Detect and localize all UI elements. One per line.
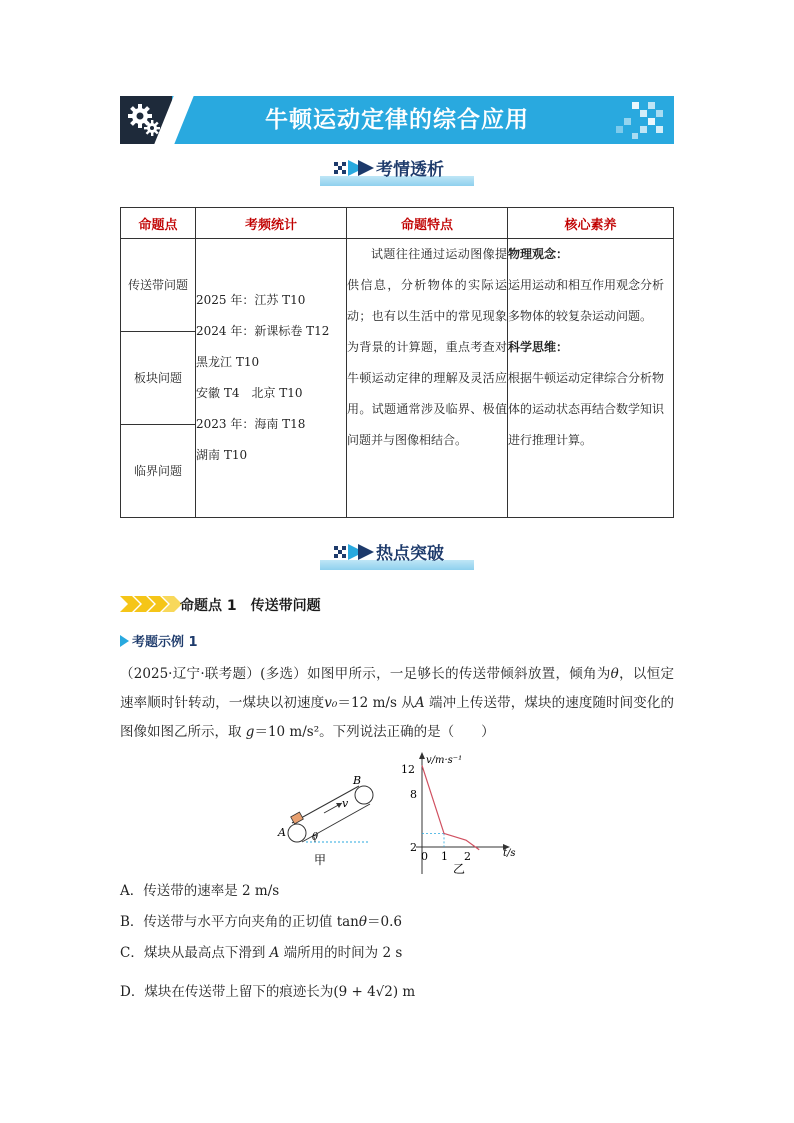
- example-text: 考题示例 1: [132, 635, 198, 650]
- question-text: （2025·辽宁·联考题）(多选）如图甲所示，一足够长的传送带倾斜放置，倾角为: [120, 666, 611, 682]
- header-core: 核心素养: [508, 208, 674, 239]
- question-stem: [120, 660, 674, 747]
- x-axis-label: t/s: [503, 848, 516, 859]
- topic-heading: [120, 593, 370, 615]
- y-axis-label: v/m·s⁻¹: [426, 755, 463, 766]
- option-a: A．传送带的速率是 2 m/s: [120, 883, 280, 899]
- conveyor-figure: [277, 774, 373, 867]
- triangle-icon: [120, 635, 129, 647]
- core-cell: [508, 239, 674, 518]
- label-a: A: [278, 826, 286, 839]
- freq-line: 湖南 T10: [196, 448, 248, 462]
- topic-label: 命题点 1 传送带问题: [180, 598, 321, 614]
- pulley-b: [355, 786, 373, 804]
- caption-yi: 乙: [453, 862, 466, 876]
- label-theta: θ: [312, 832, 319, 843]
- section-header-exam-analysis: [320, 154, 474, 188]
- question-text: ＝12 m/s 从: [337, 695, 415, 711]
- option-b: B．传送带与水平方向夹角的正切值 tanθ＝0.6: [120, 914, 403, 930]
- section-label: 考情透析: [376, 160, 444, 180]
- freq-line: 2025 年：江苏 T10: [196, 293, 306, 307]
- y-tick-label: 2: [410, 841, 417, 854]
- figure-container: [270, 752, 540, 877]
- freq-line: 2024 年：新课标卷 T12: [196, 324, 330, 338]
- question-symbol: g: [245, 724, 255, 740]
- header-frequency: 考频统计: [196, 208, 347, 239]
- features-text: 试题往往通过运动图像提供信息，分析物体的实际运动；也有以生活中的常见现象为背景的计算题，重点考查对牛顿运动定律的理解及灵活应用。试题通常涉及临界、极值问题并与图像相结合。: [347, 247, 507, 447]
- velocity-series-line: [422, 765, 479, 849]
- core-title-1: 物理观念：: [508, 247, 569, 261]
- topic-conveyor: 传送带问题: [121, 239, 196, 332]
- section-label: 热点突破: [376, 544, 444, 564]
- x-tick-label: 2: [464, 850, 471, 863]
- header-topic: 命题点: [121, 208, 196, 239]
- pulley-a: [288, 824, 306, 842]
- flag-arrow-icon: [334, 156, 380, 180]
- exam-analysis-table: [120, 207, 674, 518]
- y-tick-label: 8: [410, 788, 417, 801]
- gear-icon: [120, 96, 172, 144]
- vt-graph: [401, 752, 516, 876]
- core-text-2: 根据牛顿运动定律综合分析物体的运动状态再结合数学知识进行推理计算。: [508, 371, 665, 447]
- flag-arrow-icon: [334, 540, 380, 564]
- title-banner: [120, 96, 674, 144]
- example-label: [120, 631, 198, 651]
- option-d: D．煤块在传送带上留下的痕迹长为(9 + 4√2) m: [120, 984, 416, 1000]
- caption-jia: 甲: [314, 853, 327, 867]
- pixel-decoration: [604, 100, 666, 140]
- freq-line: 安徽 T4 北京 T10: [196, 386, 303, 400]
- x-tick-label: 1: [441, 850, 448, 863]
- question-text: 端冲上传送带，煤块的速度随时间变化的图像如图乙所示，取: [120, 695, 675, 740]
- table-header-row: [121, 208, 674, 239]
- question-text: ＝10 m/s²。下列说法正确的是（ ）: [254, 724, 495, 740]
- page-title: 牛顿运动定律的综合应用: [265, 107, 529, 133]
- core-title-2: 科学思维：: [508, 340, 569, 354]
- label-b: B: [353, 774, 362, 787]
- option-c: C．煤块从最高点下滑到 A 端所用的时间为 2 s: [120, 945, 403, 961]
- core-text-1: 运用运动和相互作用观念分析多物体的较复杂运动问题。: [508, 278, 665, 323]
- header-features: 命题特点: [347, 208, 508, 239]
- x-tick-label: 0: [421, 850, 428, 863]
- freq-line: 2023 年：海南 T18: [196, 417, 306, 431]
- label-v: v: [342, 797, 349, 810]
- y-tick-label: 12: [401, 763, 415, 776]
- freq-line: 黑龙江 T10: [196, 355, 260, 369]
- topic-critical: 临界问题: [121, 425, 196, 518]
- features-cell: [347, 239, 508, 518]
- question-symbol: θ: [610, 666, 619, 682]
- question-symbol: A: [414, 695, 425, 711]
- table-row: [121, 239, 674, 332]
- question-text: ，以恒定速率顺时针转动，一煤块以初速度: [120, 666, 674, 711]
- frequency-cell: [196, 239, 347, 518]
- question-symbol: v₀: [324, 695, 338, 711]
- section-header-hot-topics: [320, 538, 474, 572]
- topic-plank: 板块问题: [121, 332, 196, 425]
